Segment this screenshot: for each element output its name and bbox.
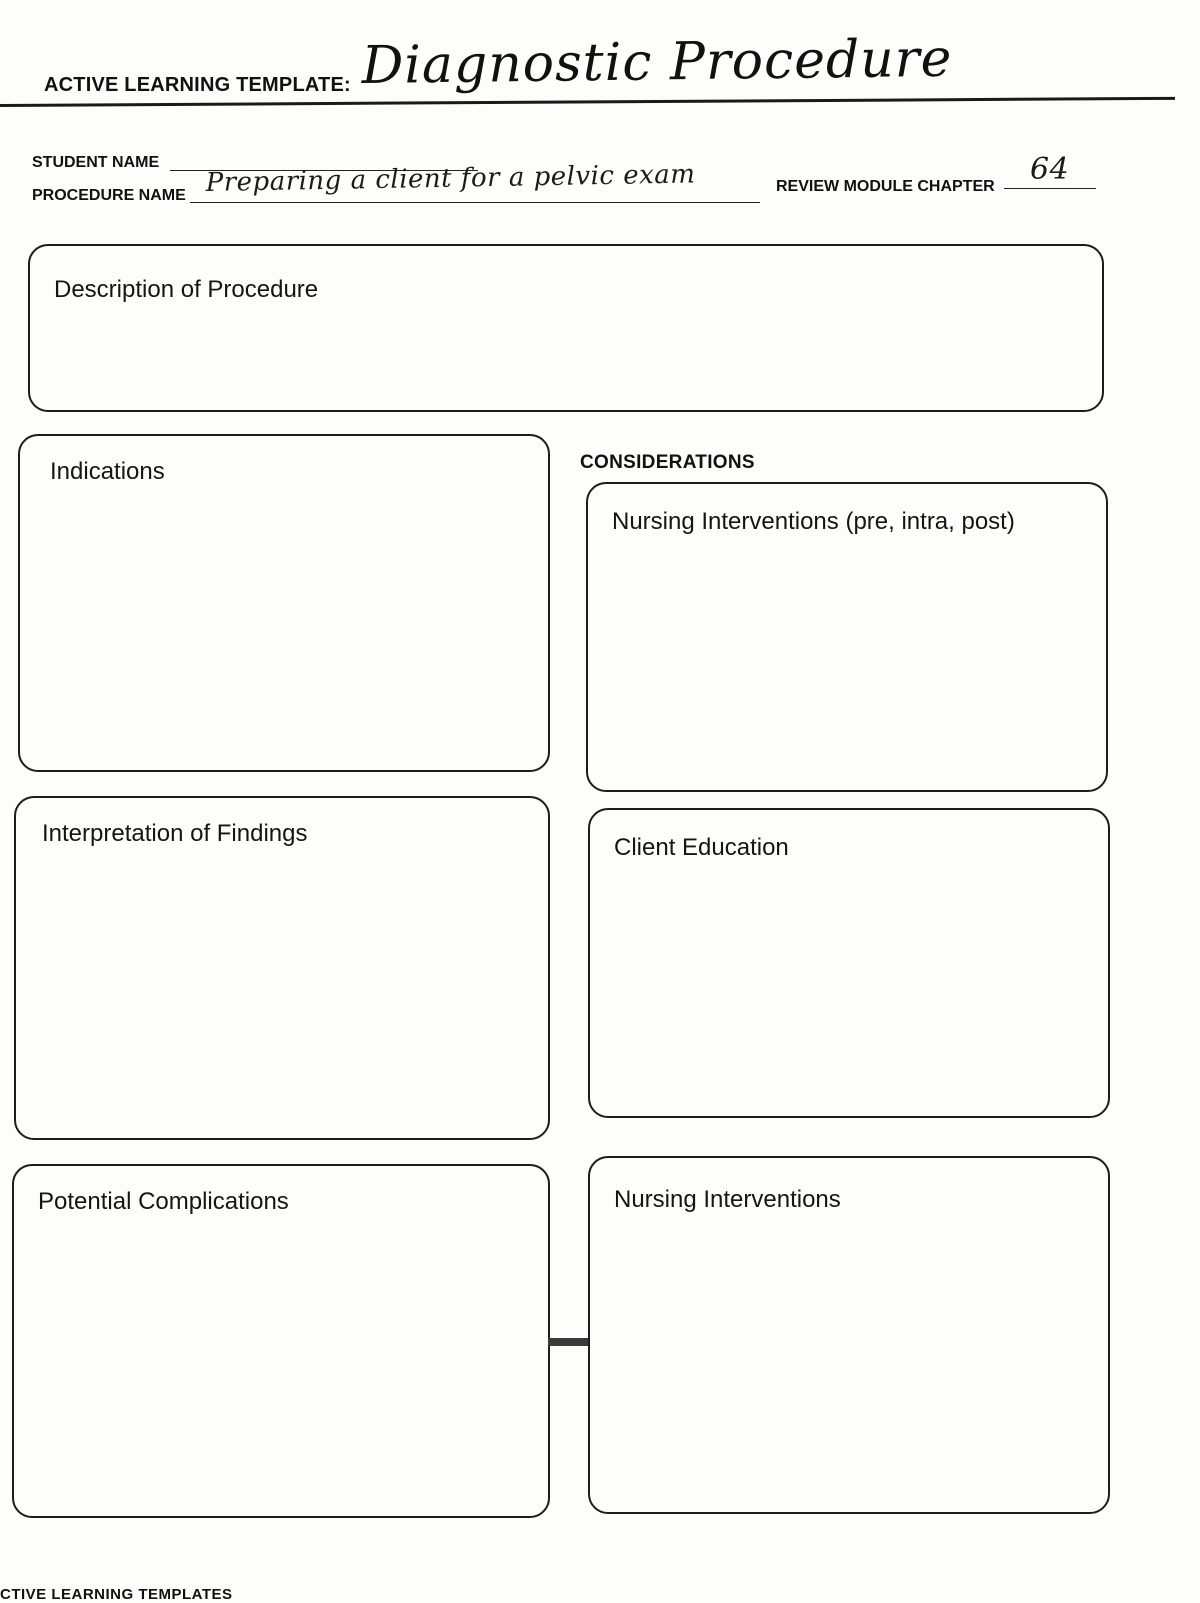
interpretation-box[interactable] bbox=[14, 796, 550, 1140]
client-education-title: Client Education bbox=[614, 834, 789, 861]
procedure-name-line bbox=[190, 202, 760, 203]
review-module-line bbox=[1004, 188, 1096, 189]
complications-title: Potential Complications bbox=[38, 1188, 289, 1215]
nursing-interventions-title: Nursing Interventions bbox=[614, 1186, 841, 1213]
review-module-field[interactable]: 64 bbox=[1030, 152, 1070, 187]
procedure-name-field[interactable]: Preparing a client for a pelvic exam bbox=[205, 159, 696, 198]
template-label: ACTIVE LEARNING TEMPLATE: bbox=[44, 74, 351, 96]
procedure-name-label: PROCEDURE NAME bbox=[32, 187, 186, 204]
footer-text: CTIVE LEARNING TEMPLATES bbox=[0, 1586, 233, 1603]
student-name-label: STUDENT NAME bbox=[32, 154, 160, 171]
indications-box[interactable] bbox=[18, 434, 550, 772]
page-title: Diagnostic Procedure bbox=[361, 28, 953, 96]
complications-box[interactable] bbox=[12, 1164, 550, 1518]
description-box[interactable] bbox=[28, 244, 1104, 412]
description-title: Description of Procedure bbox=[54, 276, 319, 303]
review-module-label: REVIEW MODULE CHAPTER bbox=[776, 178, 995, 195]
indications-title: Indications bbox=[50, 458, 165, 485]
connector-bar bbox=[548, 1338, 588, 1346]
nursing-interventions-box[interactable] bbox=[588, 1156, 1110, 1514]
header-divider bbox=[0, 97, 1175, 107]
nursing-interventions-phases-box[interactable] bbox=[586, 482, 1108, 792]
client-education-box[interactable] bbox=[588, 808, 1110, 1118]
considerations-heading: CONSIDERATIONS bbox=[580, 452, 755, 473]
interpretation-title: Interpretation of Findings bbox=[42, 820, 308, 847]
nursing-interventions-phases-title: Nursing Interventions (pre, intra, post) bbox=[612, 508, 1015, 535]
